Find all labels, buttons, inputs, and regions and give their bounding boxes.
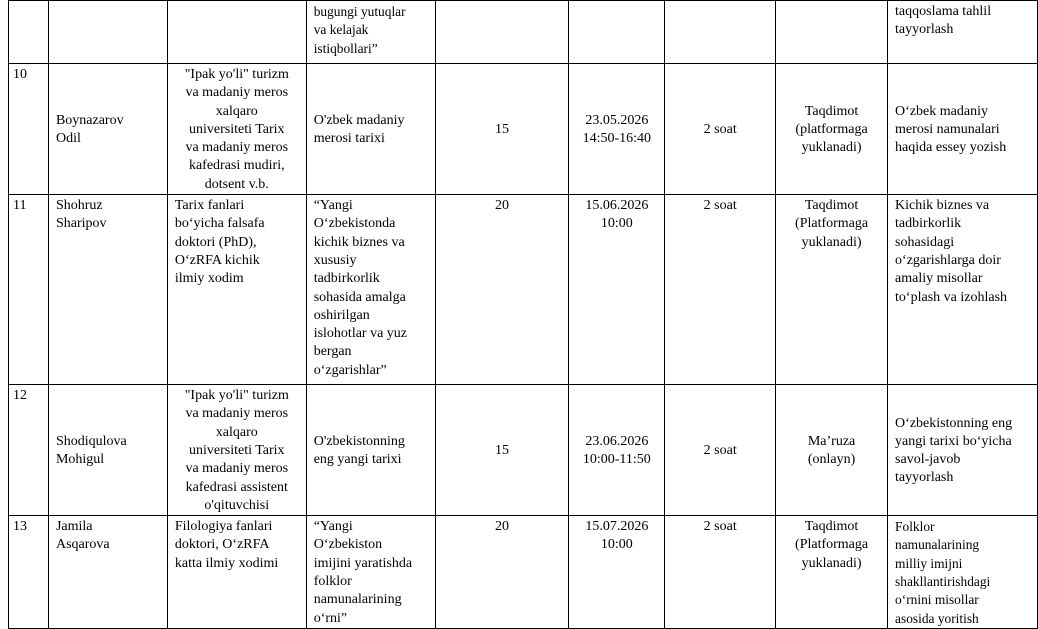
assignment-task: O‘zbekistonning eng yangi tarixi bo‘yicha savol-javob tayyorlash	[888, 385, 1038, 516]
assignment-task: Kichik biznes va tadbirkorlik sohasidagi o‘zgarishlarga doir amaliy misollar to‘plash va izohlash	[888, 195, 1038, 385]
table-row	[9, 516, 1038, 629]
lecture-format: Taqdimot (Platformaga yuklanadi)	[776, 516, 888, 629]
lecture-topic: O'zbekistonning eng yangi tarixi	[306, 385, 435, 516]
lecturer-position: "Ipak yo'li" turizm va madaniy meros xalqaro universiteti Tarix va madaniy meros kafedrasi assistent o'qituvchisi	[167, 385, 306, 516]
duration: 2 soat	[665, 195, 776, 385]
lecturer-position: Tarix fanlari bo‘yicha falsafa doktori (PhD), O‘zRFA kichik ilmiy xodim	[167, 195, 306, 385]
lecture-topic: “Yangi O‘zbekistonda kichik biznes va xususiy tadbirkorlik sohasida amalga oshirilgan islohotlar va yuz bergan o‘zgarishlar”	[306, 195, 435, 385]
assignment-task: O‘zbek madaniy merosi namunalari haqida essey yozish	[888, 64, 1038, 195]
row-number: 13	[9, 516, 49, 629]
lecturer-name: Shodiqulova Mohigul	[48, 385, 167, 516]
table-row	[9, 64, 1038, 195]
table-row	[9, 1, 1038, 64]
lecture-topic: O'zbek madaniy merosi tarixi	[306, 64, 435, 195]
lecture-format: Ma’ruza (onlayn)	[776, 385, 888, 516]
row-number: 10	[9, 64, 49, 195]
lecturer-name: Shohruz Sharipov	[48, 195, 167, 385]
duration: 2 soat	[665, 385, 776, 516]
lecture-topic: “Yangi O‘zbekiston imijini yaratishda folklor namunalarining o‘rni”	[306, 516, 435, 629]
date-time	[569, 1, 665, 64]
hours-count	[435, 1, 569, 64]
lecturer-position: "Ipak yo'li" turizm va madaniy meros xalqaro universiteti Tarix va madaniy meros kafedrasi mudiri, dotsent v.b.	[167, 64, 306, 195]
date-time: 15.06.2026 10:00	[569, 195, 665, 385]
lecturer-name: Boynazarov Odil	[48, 64, 167, 195]
table-row	[9, 385, 1038, 516]
hours-count: 20	[435, 195, 569, 385]
duration: 2 soat	[665, 516, 776, 629]
hours-count: 15	[435, 64, 569, 195]
lecturer-name	[48, 1, 167, 64]
assignment-task: Folklor namunalarining milliy imijni shakllantirishdagi o‘rnini misollar asosida yoritish	[888, 516, 1038, 629]
date-time: 15.07.2026 10:00	[569, 516, 665, 629]
lecturer-name: Jamila Asqarova	[48, 516, 167, 629]
lecture-format	[776, 1, 888, 64]
date-time: 23.05.2026 14:50-16:40	[569, 64, 665, 195]
hours-count: 15	[435, 385, 569, 516]
duration: 2 soat	[665, 64, 776, 195]
assignment-task: taqqoslama tahlil tayyorlash	[888, 1, 1038, 64]
table-row	[9, 195, 1038, 385]
row-number	[9, 1, 49, 64]
lecture-topic: bugungi yutuqlar va kelajak istiqbollari”	[306, 1, 435, 64]
lecturer-position: Filologiya fanlari doktori, O‘zRFA katta ilmiy xodimi	[167, 516, 306, 629]
row-number: 12	[9, 385, 49, 516]
schedule-table	[8, 0, 1038, 629]
date-time: 23.06.2026 10:00-11:50	[569, 385, 665, 516]
lecturer-position	[167, 1, 306, 64]
lecture-format: Taqdimot (Platformaga yuklanadi)	[776, 195, 888, 385]
duration	[665, 1, 776, 64]
row-number: 11	[9, 195, 49, 385]
lecture-format: Taqdimot (platformaga yuklanadi)	[776, 64, 888, 195]
hours-count: 20	[435, 516, 569, 629]
